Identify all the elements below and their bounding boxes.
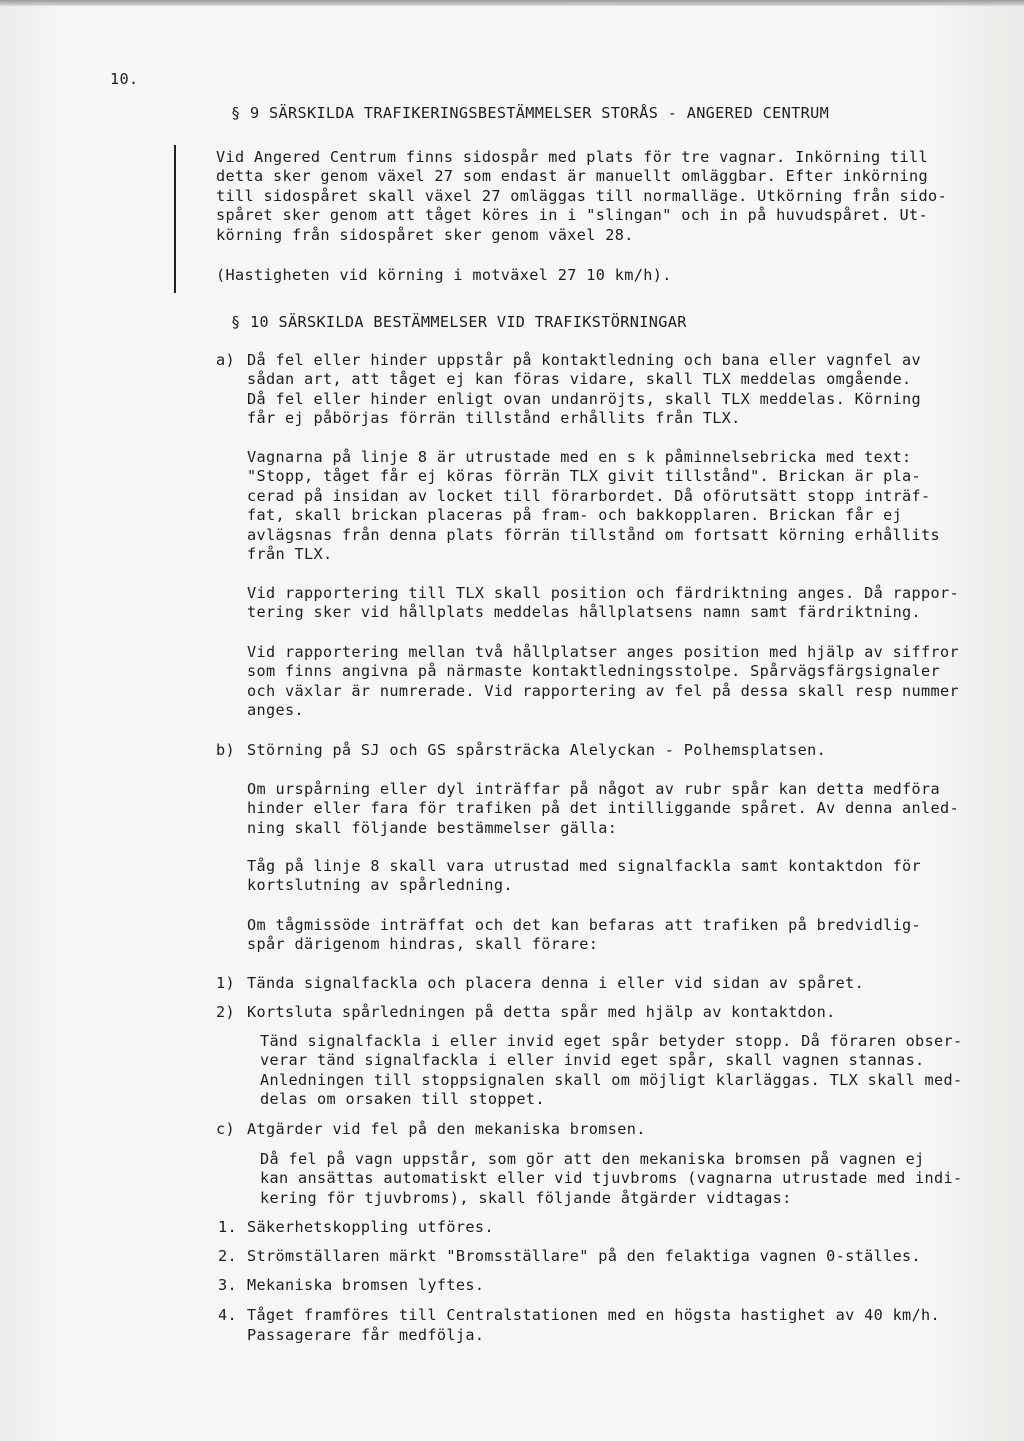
section-9-paragraph-1 — [216, 148, 947, 245]
text-line: cerad på insidan av locket till förarbordet. Då oförutsätt stopp inträf- — [247, 486, 931, 505]
text-line: Tänd signalfackla i eller invid eget spår betyder stopp. Då föraren obser- — [260, 1032, 963, 1050]
text-line: Då fel på vagn uppstår, som gör att den mekaniska bromsen på vagnen ej — [260, 1150, 925, 1168]
text-line: körning från sidospåret sker genom växel 28. — [216, 225, 634, 244]
page-number: 10. — [110, 70, 139, 88]
text-line: avlägsnas från denna plats förrän tillstånd om fortsatt körning erhållits — [247, 525, 941, 544]
item-b-marker: b) — [216, 741, 235, 759]
b-step-number: 1) — [216, 974, 235, 992]
text-line: detta sker genom växel 27 som endast är manuellt omläggbar. Efter inkörning — [216, 167, 929, 186]
text-line: får ej påbörjas förrän tillstånd erhållits från TLX. — [247, 409, 741, 428]
text-line: kering för tjuvbroms), skall följande åtgärder vidtagas: — [260, 1188, 792, 1207]
text-line: Anledningen till stoppsignalen skall om möjligt klarläggas. TLX skall med- — [260, 1070, 963, 1089]
text-line: sådan art, att tåget ej kan föras vidare, skall TLX meddelas omgående. — [247, 370, 912, 389]
text-line: kan ansättas automatiskt eller vid tjuvbroms (vagnarna utrustade med indi- — [260, 1169, 963, 1188]
text-line: hinder eller fara för trafiken på det intilliggande spåret. Av denna anled- — [247, 799, 960, 818]
c-step-4-continuation: Passagerare får medfölja. — [247, 1326, 485, 1344]
text-line: fat, skall brickan placeras på fram- och bakkopplaren. Brickan får ej — [247, 506, 903, 525]
c-step-number: 3. — [218, 1276, 237, 1294]
item-c-marker: c) — [216, 1120, 235, 1138]
text-line: Tåg på linje 8 skall vara utrustad med signalfackla samt kontaktdon för — [247, 857, 922, 875]
section-10-heading: § 10 SÄRSKILDA BESTÄMMELSER VID TRAFIKSTÖRNINGAR — [231, 313, 687, 331]
c-step-text: Mekaniska bromsen lyftes. — [247, 1276, 485, 1294]
item-a-paragraph-1 — [247, 351, 921, 429]
text-line: Om urspårning eller dyl inträffar på något av rubr spår kan detta medföra — [247, 780, 941, 798]
c-step-number: 4. — [218, 1306, 237, 1324]
text-line: "Stopp, tåget får ej köras förrän TLX givit tillstånd". Brickan är pla- — [247, 467, 922, 486]
item-b-paragraph-2 — [247, 857, 921, 896]
margin-change-bar — [174, 145, 176, 293]
b-step-number: 2) — [216, 1003, 235, 1021]
text-line: Vid rapportering mellan två hållplatser anges position med hjälp av siffror — [247, 643, 960, 661]
item-a-paragraph-2 — [247, 448, 940, 564]
text-line: ning skall följande bestämmelser gälla: — [247, 818, 618, 837]
item-c-paragraph-1 — [260, 1150, 963, 1208]
text-line: anges. — [247, 701, 304, 720]
item-c-heading: Atgärder vid fel på den mekaniska bromsen. — [247, 1120, 646, 1138]
text-line: delas om orsaken till stoppet. — [260, 1090, 545, 1109]
text-line: till sidospåret skall växel 27 omläggas till normalläge. Utkörning från sido- — [216, 186, 948, 205]
item-b-paragraph-3 — [247, 916, 921, 955]
text-line: Om tågmissöde inträffat och det kan befaras att trafiken på bredvidlig- — [247, 916, 922, 934]
text-line: tering sker vid hållplats meddelas hållplatsens namn samt färdriktning. — [247, 603, 922, 622]
text-line: verar tänd signalfackla i eller invid eget spår, skall vagnen stannas. — [260, 1051, 925, 1070]
c-step-number: 1. — [218, 1218, 237, 1236]
text-line: från TLX. — [247, 545, 333, 564]
c-step-number: 2. — [218, 1247, 237, 1265]
c-step-text: Säkerhetskoppling utföres. — [247, 1218, 494, 1236]
c-step-text: Tåget framföres till Centralstationen med en högsta hastighet av 40 km/h. — [247, 1306, 941, 1324]
item-b-heading: Störning på SJ och GS spårsträcka Alelyckan - Polhemsplatsen. — [247, 741, 827, 759]
text-line: som finns angivna på närmaste kontaktledningsstolpe. Spårvägsfärgsignaler — [247, 662, 941, 681]
text-line: Vagnarna på linje 8 är utrustade med en s k påminnelsebricka med text: — [247, 448, 912, 466]
item-a-paragraph-3 — [247, 584, 959, 623]
item-a-marker: a) — [216, 351, 235, 369]
item-b-paragraph-4 — [260, 1032, 963, 1110]
text-line: och växlar är numrerade. Vid rapportering av fel på dessa skall resp nummer — [247, 681, 960, 700]
text-line: Vid rapportering till TLX skall position och färdriktning anges. Då rappor- — [247, 584, 960, 602]
b-step-text: Kortsluta spårledningen på detta spår med hjälp av kontaktdon. — [247, 1003, 836, 1021]
text-line: kortslutning av spårledning. — [247, 876, 513, 895]
text-line: spåret sker genom att tåget köres in i "slingan" och in på huvudspåret. Ut- — [216, 206, 929, 225]
text-line: Då fel eller hinder enligt ovan undanröjts, skall TLX meddelas. Körning — [247, 389, 922, 408]
scan-top-edge — [0, 0, 1024, 6]
text-line: spår därigenom hindras, skall förare: — [247, 935, 599, 954]
c-step-text: Strömställaren märkt "Bromsställare" på den felaktiga vagnen 0-ställes. — [247, 1247, 922, 1265]
text-line: Vid Angered Centrum finns sidospår med plats för tre vagnar. Inkörning till — [216, 148, 929, 166]
section-9-paragraph-2: (Hastigheten vid körning i motväxel 27 10 km/h). — [216, 266, 672, 284]
text-line: Då fel eller hinder uppstår på kontaktledning och bana eller vagnfel av — [247, 351, 922, 369]
item-a-paragraph-4 — [247, 643, 959, 721]
b-step-text: Tända signalfackla och placera denna i eller vid sidan av spåret. — [247, 974, 865, 992]
item-b-paragraph-1 — [247, 780, 959, 838]
section-9-heading: § 9 SÄRSKILDA TRAFIKERINGSBESTÄMMELSER STORÅS - ANGERED CENTRUM — [231, 104, 830, 122]
